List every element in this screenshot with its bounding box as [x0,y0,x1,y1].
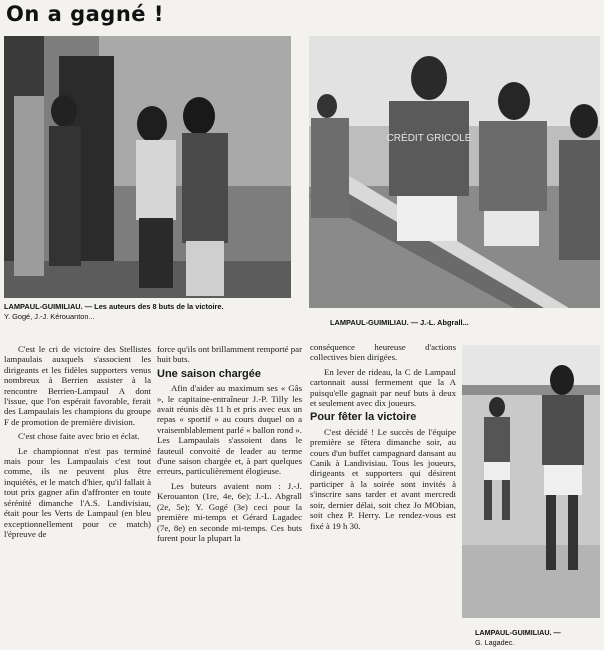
article-column-1 [4,344,151,539]
headline: On a gagné ! [6,2,164,26]
article-paragraph: En lever de rideau, la C de Lampaul cartonnait aussi fermement que la A puisqu'elle gagnait par neuf buts à deux et seulement avec dix joueurs. [310,366,456,409]
photo3-caption-names: G. Lagadec. [475,637,515,647]
photo-player-lagadec [462,345,600,618]
photo2-caption-place: LAMPAUL-GUIMILIAU. [330,318,409,327]
subhead-feter-victoire: Pour fêter la victoire [310,411,417,424]
photo3-caption-text: — [551,628,561,637]
photo2-caption-text: — J.-L. Abgrall... [408,318,469,327]
photo1-caption [4,302,294,321]
article-column-3 [310,342,456,531]
photo-players-leaving [4,36,291,298]
shirt-text: CRÉDIT GRICOLE [386,133,472,144]
photo1-caption-text: — Les auteurs des 8 buts de la victoire. [82,302,224,311]
article-paragraph: Afin d'aider au maximum ses « Gâs », le capitaine-entraîneur J.-P. Tilly les avait réunis dès 11 h et pris avec eux un repas « sportif » au cours duquel on a vraisemblablement parlé « ballon rond ». Les Lampaulais s'assoient dans le fauteuil convoité de leader au terme d'une saison chargée et, à part quelques erreurs, particulièrement élogieuse. [157,383,302,477]
article-paragraph: conséquence heureuse d'actions collectives bien dirigées. [310,342,456,363]
photo1-caption-place: LAMPAUL-GUIMILIAU. [4,302,83,311]
article-paragraph: C'est chose faite avec brio et éclat. [18,431,140,442]
article-paragraph: C'est décidé ! Le succès de l'équipe première se fêtera dimanche soir, au cours d'un buffet campagnard dansant au Canik à Landivisiau. Tous les joueurs, dirigeants et supporters qui désirent participer à la soirée sont invités à s'inscrire sans tarder et avant mercredi soir, dernier délai, soit chez Jo MObian, soit chez P. Herry. Le rendez-vous est fixé à 19 h 30. [310,426,456,531]
article-paragraph: force qu'ils ont brillamment remporté par huit buts. [157,344,302,365]
article-column-2 [157,344,302,543]
article-paragraph: C'est le cri de victoire des Stellistes lampaulais auxquels s'associent les dirigeants et les fidèles supporters venus nombreux à Berrien assister à la rencontre Berrien-Lampaul A dont l'issue, que l'on espérait favorable, ferait des Lampaulais les champions du groupe F de promotion de première division. [4,344,151,427]
photo2-caption [330,318,600,328]
photo1-caption-names: Y. Gogé, J.-J. Kérouanton... [4,311,95,321]
subhead-saison-chargee: Une saison chargée [157,367,261,380]
article-paragraph: Le championnat n'est pas terminé mais pour les Lampaulais c'est tout comme, ils ne peuvent plus être inquiétés, et le match d'hier, qu'il fallait à tout prix gagner afin d'affronter en toute sérénité dimanche l'A.S. Landivisiau, était pour les Verts de Lampaul (en bleu exceptionnellement pour ce match) l'épreuve de [4,445,151,539]
photo-players-rail [309,36,600,308]
photo3-caption-place: LAMPAUL-GUIMILIAU. [475,628,552,637]
article-paragraph: Les buteurs avaient nom : J.-J. Kerouanton (1re, 4e, 6e); J.-L. Abgrall (2e, 5e); Y. Gogé (3e) ceci pour la première mi-temps et Gérard Lagadec (7e, 8e) en seconde mi-temps. Ces buts furent pour la plupart la [157,480,302,543]
photo3-caption [475,628,601,647]
